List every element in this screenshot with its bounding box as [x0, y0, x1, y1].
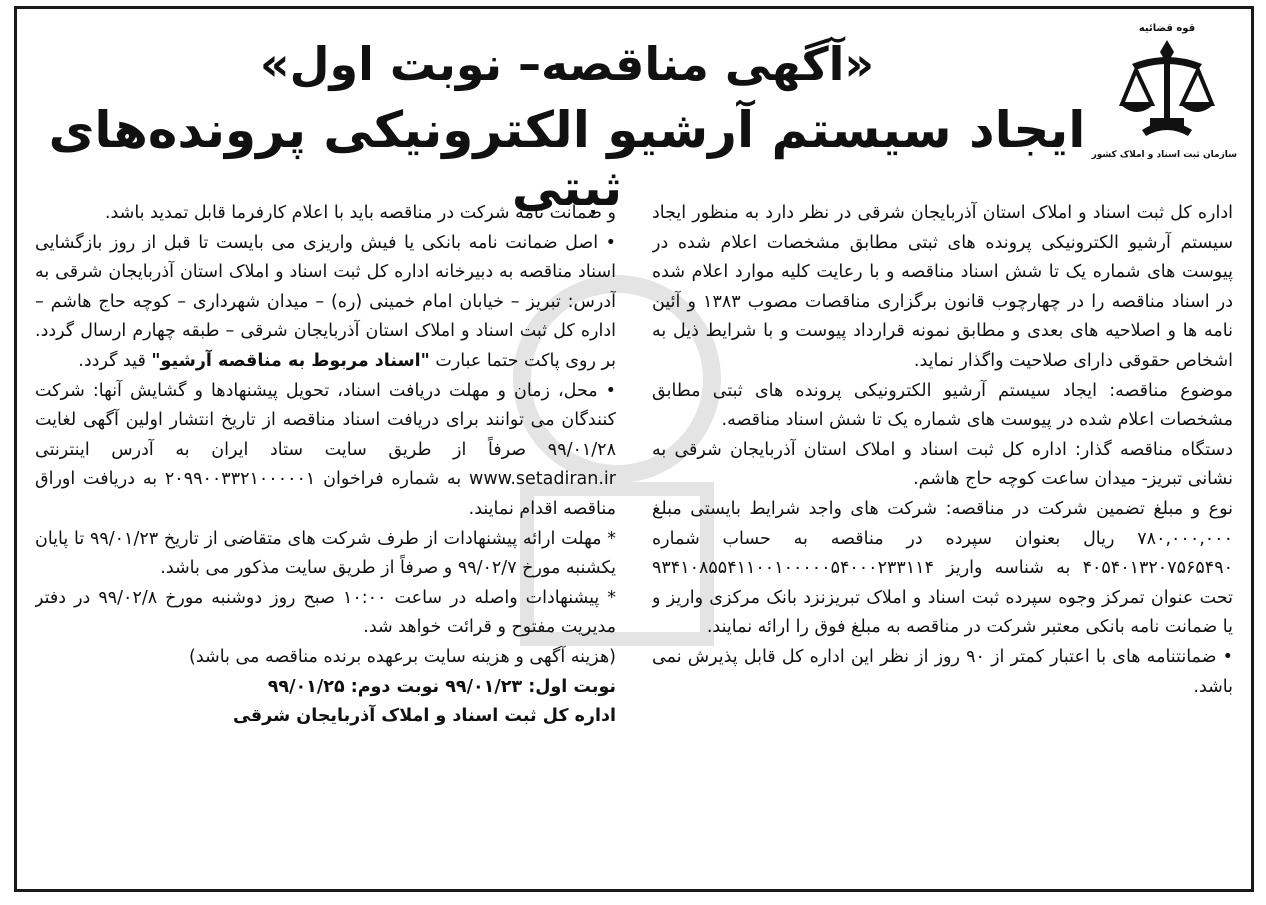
- logo-top-text: قوه قضائیه: [1138, 23, 1196, 34]
- envelope-phrase: "اسناد مربوط به مناقصه آرشیو": [151, 350, 430, 371]
- intro-paragraph: اداره کل ثبت اسناد و املاک استان آذربایجان شرقی در نظر دارد به منظور ایجاد سیستم آرشیو الکترونیکی پرونده های ثبتی مطابق مشخصات اعلام شده در پیوست های شماره یک تا شش اسناد مناقصه و با رعایت کلیه موارد اعلام شده در اسناد مناقصه را در چهارچوب قانون برگزاری مناقصات مصوب ۱۳۸۳ و آئین نامه ها و اصلاحیه های بعدی و مطابق نمونه قرارداد پیوست و با شرایط ذیل به اشخاص حقوقی دارای صلاحیت واگذار نماید.: [652, 203, 1233, 371]
- title-line-2: ایجاد سیستم آرشیو الکترونیکی پرونده‌های ثبتی: [48, 101, 1086, 217]
- opening-bullet: * پیشنهادات واصله در ساعت ۱۰:۰۰ صبح روز دوشنبه مورخ ۹۹/۰۲/۸ در دفتر مدیریت مفتوح و قرائت خواهد شد.: [35, 587, 616, 638]
- judiciary-logo: [1091, 23, 1237, 173]
- advertisement-frame: [14, 6, 1254, 892]
- deadline-bullet: * مهلت ارائه پیشنهادات از طرف شرکت های متقاضی از تاریخ ۹۹/۰۱/۲۳ تا پایان یکشنبه مورخ ۹۹/۰۲/۷ و صرفاً از طریق سایت مذکور می باشد.: [35, 528, 616, 579]
- right-column: [652, 199, 1233, 849]
- cost-note: (هزینه آگهی و هزینه سایت برعهده برنده مناقصه می باشد): [189, 646, 616, 667]
- original-guarantee-text: • اصل ضمانت نامه بانکی یا فیش واریزی می بایست تا قبل از روز بازگشایی اسناد مناقصه به دبیرخانه اداره کل ثبت اسناد و املاک استان آذربایجان شرقی به آدرس: تبریز – خیابان امام خمینی (ره) – میدان شهرداری – کوچه حاج هاشم – اداره کل ثبت اسناد و املاک استان آذربایجان شرقی – طبقه چهارم ارسال گردد. بر روی پاکت حتما عبارت: [35, 232, 616, 371]
- organizer-paragraph: دستگاه مناقصه گذار: اداره کل ثبت اسناد و املاک استان آذربایجان شرقی به نشانی تبریز- میدان ساعت کوچه حاج هاشم.: [652, 439, 1233, 490]
- subject-paragraph: موضوع مناقصه: ایجاد سیستم آرشیو الکترونیکی پرونده های ثبتی مطابق مشخصات اعلام شده در پیوست های شماره یک تا شش اسناد مناقصه.: [652, 380, 1233, 431]
- left-column: [35, 199, 616, 849]
- original-guarantee-bullet: [35, 229, 616, 377]
- original-guarantee-end: قید گردد.: [78, 350, 152, 371]
- scales-emblem-icon: [1112, 34, 1222, 144]
- logo-bottom-text: سازمان ثبت اسناد و املاک کشور: [1091, 150, 1237, 160]
- validity-bullet: • ضمانتنامه های با اعتبار کمتر از ۹۰ روز از نظر این اداره کل قابل پذیرش نمی باشد.: [652, 646, 1233, 697]
- continuation-paragraph: و ضمانت نامه شرکت در مناقصه باید با اعلام کارفرما قابل تمدید باشد.: [104, 203, 616, 223]
- place-time-bullet: • محل، زمان و مهلت دریافت اسناد، تحویل پیشنهادها و گشایش آنها: شرکت کنندگان می توانند برای دریافت اسناد مناقصه از تاریخ انتشار اولین آگهی لغایت ۹۹/۰۱/۲۸ صرفاً از طریق سایت ستاد ایران به آدرس اینترنتی www.setadiran.ir به شماره فراخوان ۲۰۹۹۰۰۳۳۲۱۰۰۰۰۰۱ به دریافت اوراق مناقصه اقدام نمایند.: [35, 380, 616, 519]
- body-columns: [35, 199, 1233, 849]
- guarantee-paragraph: نوع و مبلغ تضمین شرکت در مناقصه: شرکت های واجد شرایط بایستی مبلغ ۷۸۰,۰۰۰,۰۰۰ ریال بعنوان سپرده در مناقصه به حساب شماره ۴۰۵۴۰۱۳۲۰۷۵۶۵۴۹۰ به شناسه واریز ۹۳۴۱۰۸۵۵۴۱۱۰۰۱۰۰۰۰۰۵۴۰۰۰۲۳۳۱۱۴ تحت عنوان تمرکز وجوه سپرده ثبت اسناد و املاک تبریزنزد بانک مرکزی واریز و یا ضمانت نامه بانکی معتبر شرکت در مناقصه به مبلغ فوق را ارائه نمایند.: [652, 498, 1233, 638]
- signature: اداره کل ثبت اسناد و املاک آذربایجان شرقی: [232, 706, 616, 727]
- publication-dates: نوبت اول: ۹۹/۰۱/۲۳ نوبت دوم: ۹۹/۰۱/۲۵: [267, 676, 616, 697]
- title-line-1: «آگهی مناقصه– نوبت اول»: [259, 37, 875, 91]
